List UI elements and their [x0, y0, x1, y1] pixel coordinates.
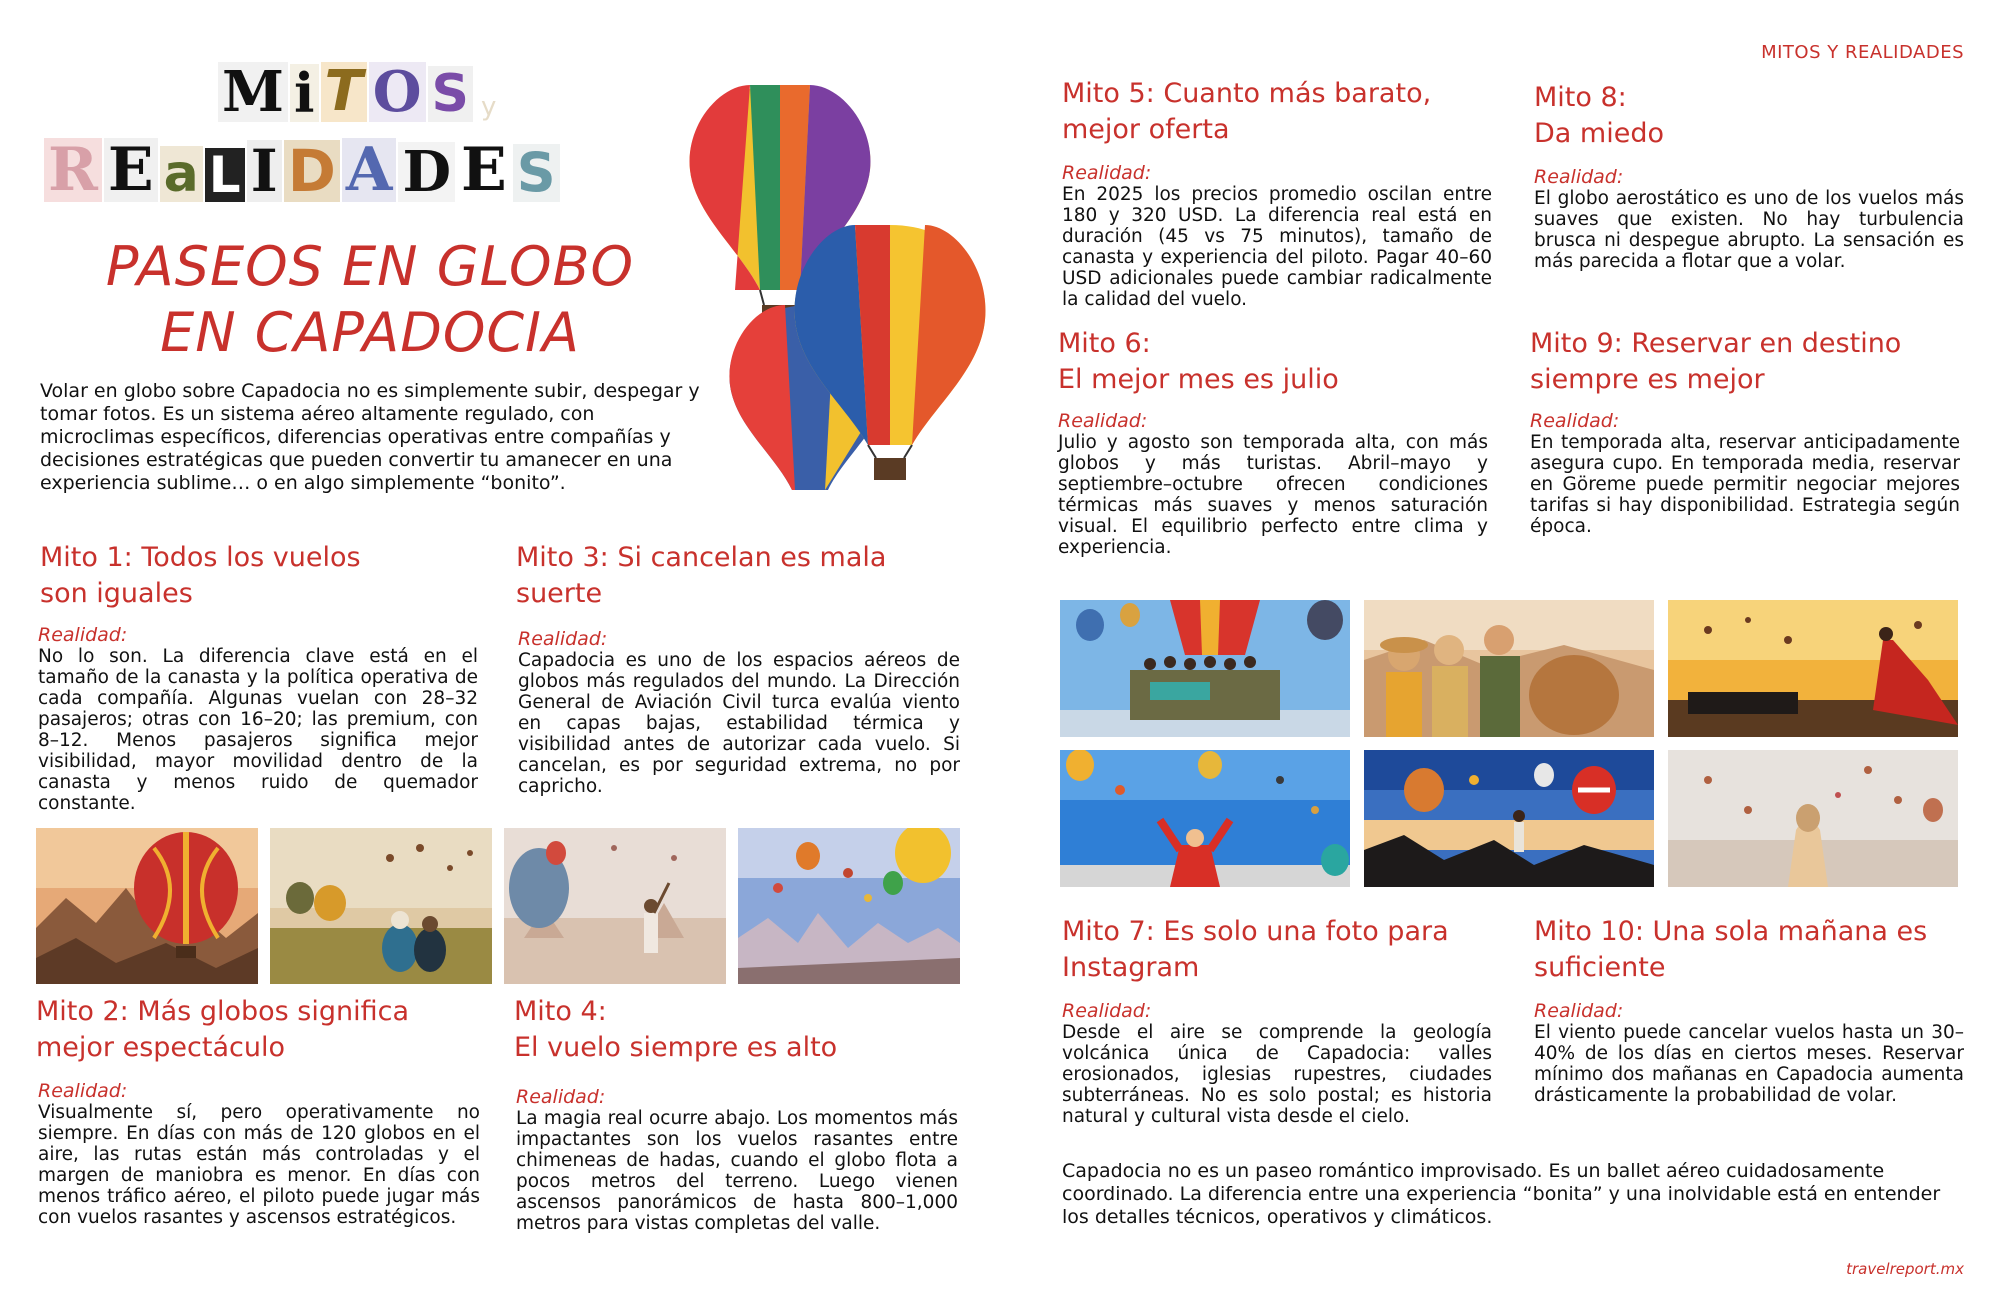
myth-9-title [1530, 326, 1960, 398]
myth-7-reality-label: Realidad: [1062, 1000, 1152, 1022]
myth-8-title-line1: Mito 8: [1534, 82, 1627, 113]
myth-6-title-line1: Mito 6: [1058, 328, 1151, 359]
ransom-y: y [480, 92, 497, 122]
ransom-letter: E [104, 138, 158, 202]
myth-4-title-line1: Mito 4: [514, 996, 607, 1027]
myth-10-text: El viento puede cancelar vuelos hasta un 30–40% de los días en ciertos meses. Reservar mínimo dos mañanas en Capadocia aumenta drásticamente la probabilidad de volar. [1534, 1022, 1964, 1106]
ransom-letter: A [342, 138, 397, 202]
myth-5-title [1062, 76, 1482, 148]
ransom-letter: O [369, 62, 426, 122]
myth-4-title-line2: El vuelo siempre es alto [514, 1032, 838, 1063]
ransom-letter: T [321, 62, 367, 122]
ransom-letter: S [513, 144, 560, 202]
myth-2-title-line2: mejor espectáculo [36, 1032, 285, 1063]
myth-2-title [36, 994, 486, 1066]
myth-1-title-line2: son iguales [40, 578, 193, 609]
myth-7-title-line1: Mito 7: Es solo una foto para [1062, 916, 1449, 947]
myth-7-title [1062, 914, 1492, 986]
myth-5-text: En 2025 los precios promedio oscilan entre 180 y 320 USD. La diferencia real está en duración (45 vs 75 minutos), tamaño de canasta y experiencia del piloto. Pagar 40–60 USD adicionales puede cambiar radicalmente la calidad del vuelo. [1062, 184, 1492, 310]
myth-8-text: El globo aerostático es uno de los vuelos más suaves que existen. No hay turbulencia brusca ni despegue abrupto. La sensación es más parecida a flotar que a volar. [1534, 188, 1964, 272]
ransom-letter: M [218, 62, 288, 122]
myth-4-reality-label: Realidad: [516, 1086, 606, 1108]
myth-9-title-line2: siempre es mejor [1530, 364, 1765, 395]
ransom-title-line2 [44, 135, 562, 205]
ransom-letter: E [457, 138, 511, 202]
myth-1-reality-label: Realidad: [38, 624, 128, 646]
myth-6-reality-label: Realidad: [1058, 410, 1148, 432]
myth-6-text: Julio y agosto son temporada alta, con más globos y más turistas. Abril–mayo y septiembre–octubre ofrecen condiciones térmicas más suaves y menos saturación visual. El equilibrio perfecto entre clima y experiencia. [1058, 432, 1488, 558]
myth-3-reality-label: Realidad: [518, 628, 608, 650]
photo-basket-passengers [1060, 600, 1350, 737]
ransom-letter: L [205, 148, 245, 202]
photo-woman-arms-up [1060, 750, 1350, 887]
myth-6-title-line2: El mejor mes es julio [1058, 364, 1339, 395]
footer-site: travelreport.mx [1846, 1260, 1964, 1278]
myth-5-title-line2: mejor oferta [1062, 114, 1230, 145]
myth-6-title [1058, 326, 1478, 398]
photo-woman-back-view [1668, 750, 1958, 887]
myth-3-text: Capadocia es uno de los espacios aéreos de globos más regulados del mundo. La Dirección General de Aviación Civil turca evalúa viento en capas bajas, estabilidad térmica y visibilidad antes de autorizar cada vuelo. Si cancelan, es por seguridad extrema, no por capricho. [518, 650, 960, 797]
main-title [40, 234, 700, 366]
myth-2-title-line1: Mito 2: Más globos significa [36, 996, 410, 1027]
myth-10-title [1534, 914, 1964, 986]
myth-8-title-line2: Da miedo [1534, 118, 1664, 149]
main-title-line2: EN CAPADOCIA [160, 301, 580, 364]
myth-2-text: Visualmente sí, pero operativamente no siempre. En días con más de 120 globos en el aire, las rutas están más controladas y el margen de maniobra es menor. En días con menos tráfico aéreo, el piloto puede jugar más con vuelos rasantes y ascensos estratégicos. [38, 1102, 480, 1228]
myth-7-text: Desde el aire se comprende la geología volcánica única de Capadocia: valles erosionados, iglesias rupestres, ciudades subterráneas. No es solo postal; es historia natural y cultural vista desde el cielo. [1062, 1022, 1492, 1127]
myth-3-title [516, 540, 966, 612]
conclusion-paragraph: Capadocia no es un paseo romántico improvisado. Es un ballet aéreo cuidadosamente coordinado. La diferencia entre una experiencia “bonita” y una inolvidable está en entender los detalles técnicos, operativos y climáticos. [1062, 1160, 1941, 1228]
myth-1-text: No lo son. La diferencia clave está en el tamaño de la canasta y la política operativa de cada compañía. Algunas vuelan con 28–32 pasajeros; otras con 16–20; las premium, con 8–12. Menos pasajeros significa mejor visibilidad, mayor movilidad dentro de la canasta y menos ruido de quemador constante. [38, 646, 478, 814]
ransom-letter: S [428, 66, 473, 122]
myth-1-title [40, 540, 480, 612]
myth-1-title-line1: Mito 1: Todos los vuelos [40, 542, 361, 573]
myth-3-title-line1: Mito 3: Si cancelan es mala [516, 542, 887, 573]
myth-7-title-line2: Instagram [1062, 952, 1200, 983]
myth-9-title-line1: Mito 9: Reservar en destino [1530, 328, 1902, 359]
photo-woman-fairy-chimneys [504, 828, 726, 984]
myth-10-title-line2: suficiente [1534, 952, 1666, 983]
ransom-letter: R [44, 138, 102, 202]
main-title-line1: PASEOS EN GLOBO [105, 235, 635, 298]
photo-balloons-over-rocks [738, 828, 960, 984]
myth-9-text: En temporada alta, reservar anticipadamente asegura cupo. En temporada media, reservar en Göreme puede permitir negociar mejores tarifas si hay disponibilidad. Estrategia según época. [1530, 432, 1960, 537]
ransom-letter: a [160, 146, 203, 202]
myth-10-reality-label: Realidad: [1534, 1000, 1624, 1022]
myth-2-reality-label: Realidad: [38, 1080, 128, 1102]
myth-5-reality-label: Realidad: [1062, 162, 1152, 184]
ransom-title-line1 [218, 59, 497, 125]
hero-balloons-illustration [680, 40, 1000, 500]
myth-4-text: La magia real ocurre abajo. Los momentos más impactantes son los vuelos rasantes entre chimeneas de hadas, cuando el globo flota a pocos metros del terreno. Luego vienen ascensos panorámicos de hasta 800–1,000 metros para vistas completas del valle. [516, 1108, 958, 1234]
photo-man-on-rocks [1364, 750, 1654, 887]
ransom-letter: i [290, 64, 319, 122]
myth-10-title-line1: Mito 10: Una sola mañana es [1534, 916, 1928, 947]
myth-8-reality-label: Realidad: [1534, 166, 1624, 188]
myth-3-title-line2: suerte [516, 578, 603, 609]
ransom-letter: I [247, 140, 282, 202]
header-section-label: MITOS Y REALIDADES [1761, 42, 1964, 63]
ransom-letter: D [284, 140, 340, 202]
myth-4-title [514, 994, 964, 1066]
intro-paragraph: Volar en globo sobre Capadocia no es simplemente subir, despegar y tomar fotos. Es un sistema aéreo altamente regulado, con microclimas específicos, diferencias operativas entre compañías y decisiones estratégicas que pueden convertir tu amanecer en una experiencia sublime… o en algo simplemente “bonito”. [40, 380, 700, 494]
photo-woman-red-dress-sunset [1668, 600, 1958, 737]
myth-8-title [1534, 80, 1954, 152]
ransom-letter: D [398, 142, 455, 202]
photo-couple-watching-balloons [270, 828, 492, 984]
photo-balloon-over-valley [36, 828, 258, 984]
photo-friends-selfie [1364, 600, 1654, 737]
myth-5-title-line1: Mito 5: Cuanto más barato, [1062, 78, 1432, 109]
myth-9-reality-label: Realidad: [1530, 410, 1620, 432]
